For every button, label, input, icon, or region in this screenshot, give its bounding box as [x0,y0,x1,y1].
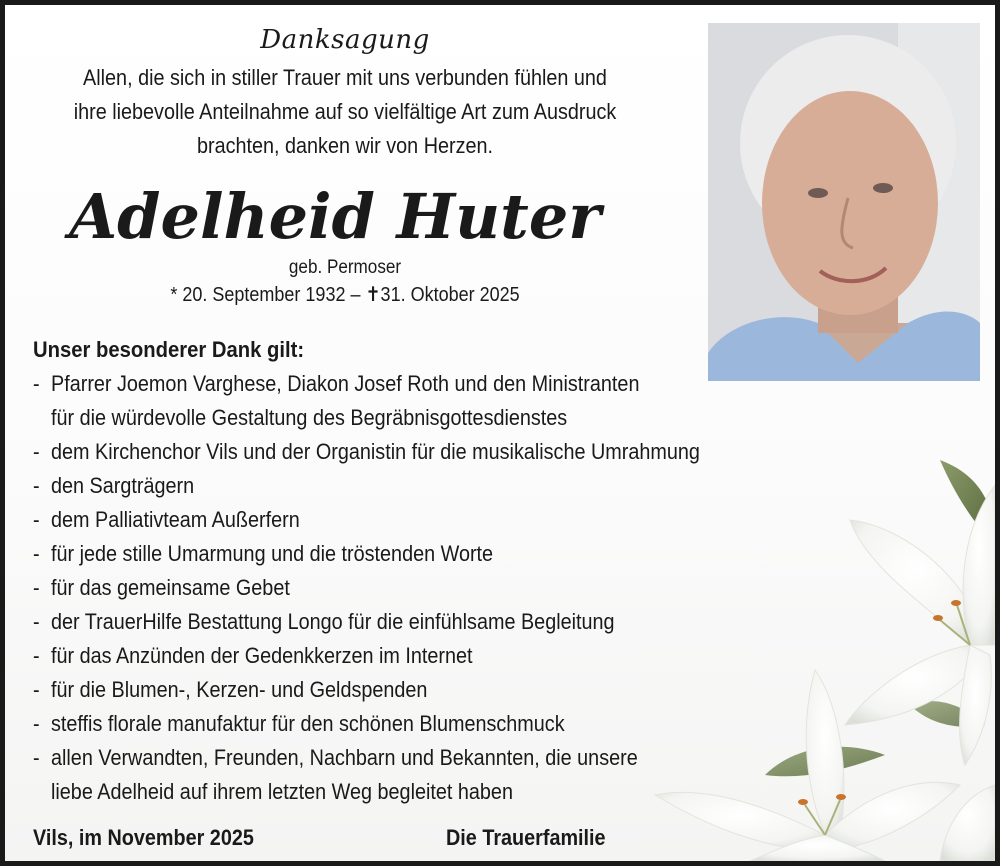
header-block [25,25,665,309]
list-item-text: allen Verwandten, Freunden, Nachbarn und Bekannten, die unsere [51,745,638,770]
list-item-text: der TrauerHilfe Bestattung Longo für die einfühlsame Begleitung [51,609,615,634]
portrait-photo-icon [708,23,980,381]
thanks-block [33,337,753,809]
list-item-text: steffis florale manufaktur für den schönen Blumenschmuck [51,711,565,736]
list-item: - allen Verwandten, Freunden, Nachbarn und Bekannten, die unsere [33,745,638,770]
thanks-title: Unser besonderer Dank gilt: [33,337,305,362]
list-item-text: dem Kirchenchor Vils und der Organistin für die musikalische Umrahmung [51,439,700,464]
list-item: - für das gemeinsame Gebet [33,575,290,600]
list-item: - für das Anzünden der Gedenkkerzen im Internet [33,643,473,668]
deceased-name: Adelheid Huter [69,180,601,253]
list-item-text: für das Anzünden der Gedenkkerzen im Internet [51,643,473,668]
maiden-name: geb. Permoser [288,257,402,278]
list-item: - für jede stille Umarmung und die tröstenden Worte [33,541,494,566]
intro-line-3: brachten, danken wir von Herzen. [196,133,494,158]
life-dates: * 20. September 1932 – ✝31. Oktober 2025 [170,284,520,306]
list-item: - Pfarrer Joemon Varghese, Diakon Josef Roth und den Ministranten [33,371,640,396]
list-item-text: für jede stille Umarmung und die tröstenden Worte [51,541,494,566]
list-item-continuation [33,401,681,435]
footer-signature: Die Trauerfamilie [446,825,606,850]
list-item-text: für die würdevolle Gestaltung des Begräbnisgottesdienstes [51,405,568,430]
list-item: - steffis florale manufaktur für den schönen Blumenschmuck [33,711,565,736]
list-item-text: dem Palliativteam Außerfern [51,507,300,532]
list-item: - der TrauerHilfe Bestattung Longo für die einfühlsame Begleitung [33,609,615,634]
list-item: - den Sargträgern [33,473,195,498]
intro-line-1: Allen, die sich in stiller Trauer mit uns verbunden fühlen und [83,65,607,90]
footer-place-date: Vils, im November 2025 [33,825,254,850]
intro-line-2: ihre liebevolle Anteilnahme auf so vielfältige Art zum Ausdruck [73,99,617,124]
list-item-continuation [33,775,681,809]
list-item-text: für die Blumen-, Kerzen- und Geldspenden [51,677,428,702]
portrait-photo [708,23,980,381]
list-item: - dem Kirchenchor Vils und der Organistin für die musikalische Umrahmung [33,439,700,464]
heading-danksagung: Danksagung [260,25,430,55]
list-item-text: liebe Adelheid auf ihrem letzten Weg begleitet haben [51,779,513,804]
list-item-text: für das gemeinsame Gebet [51,575,290,600]
list-item: - dem Palliativteam Außerfern [33,507,300,532]
list-item-text: Pfarrer Joemon Varghese, Diakon Josef Roth und den Ministranten [51,371,640,396]
thanks-list [33,367,753,809]
list-item-text: den Sargträgern [51,473,195,498]
list-item: - für die Blumen-, Kerzen- und Geldspenden [33,677,428,702]
